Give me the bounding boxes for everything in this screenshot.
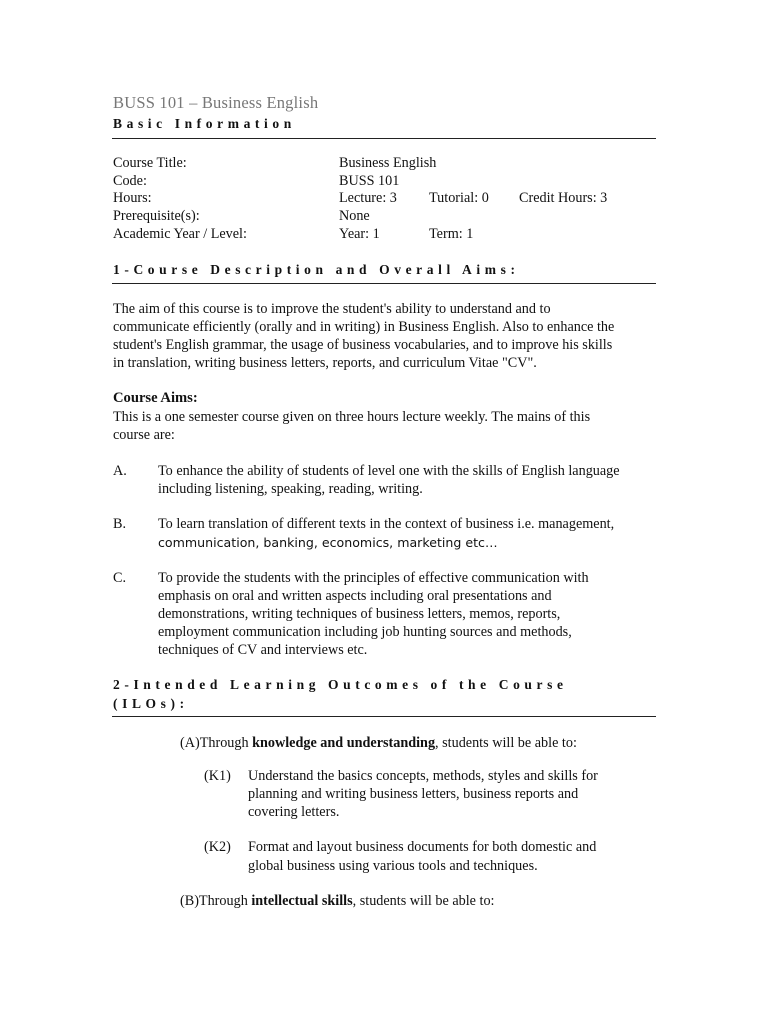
list-item-a-line: including listening, speaking, reading, writing.: [158, 481, 423, 497]
list-letter-a: A.: [113, 463, 127, 479]
document-title: BUSS 101 – Business English: [113, 93, 319, 112]
list-letter-c: C.: [113, 570, 127, 586]
credit-hours: Credit Hours: 3: [519, 190, 608, 206]
list-letter-b: B.: [113, 516, 127, 532]
outcome-group-a: [180, 734, 577, 752]
course-title-label: Course Title:: [113, 155, 187, 171]
list-item-c-line: To provide the students with the principles of effective communication with: [158, 570, 589, 586]
outcome-a-through: Through: [199, 735, 253, 751]
lecture-hours: Lecture: 3: [339, 190, 397, 206]
list-item-a-line: To enhance the ability of students of level one with the skills of English language: [158, 463, 620, 479]
code-value: BUSS 101: [339, 173, 400, 189]
divider: [112, 716, 656, 717]
list-item-c-line: employment communication including job hunting sources and methods,: [158, 624, 572, 640]
hours-label: Hours:: [113, 190, 152, 206]
section-heading-ilos-cont: (ILOs):: [113, 696, 189, 711]
prerequisite-label: Prerequisite(s):: [113, 208, 200, 224]
divider: [112, 283, 656, 284]
section-heading-course-description: 1-Course Description and Overall Aims:: [113, 262, 520, 277]
list-item-b-line: communication, banking, economics, marketing etc…: [158, 535, 498, 550]
list-item-c-line: demonstrations, writing techniques of business letters, memos, reports,: [158, 606, 561, 622]
k2-line: Format and layout business documents for both domestic and: [248, 839, 597, 855]
description-line: student's English grammar, the usage of business vocabularies, and to improve his skills: [113, 337, 613, 353]
outcome-b-prefix: (B): [180, 893, 199, 909]
prerequisite-value: None: [339, 208, 370, 224]
outcome-b-through: Through: [198, 893, 252, 909]
list-item-c-line: techniques of CV and interviews etc.: [158, 642, 368, 658]
k1-label: (K1): [204, 768, 231, 784]
k1-line: covering letters.: [248, 804, 340, 820]
course-aims-heading: Course Aims:: [113, 390, 198, 406]
k2-label: (K2): [204, 839, 231, 855]
outcome-group-b: [180, 892, 495, 910]
course-title-value: Business English: [339, 155, 437, 171]
code-label: Code:: [113, 173, 147, 189]
outcome-a-prefix: (A): [180, 735, 200, 751]
description-line: in translation, writing business letters, reports, and curriculum Vitae "CV".: [113, 355, 537, 371]
academic-year-label: Academic Year / Level:: [113, 226, 247, 242]
k1-line: planning and writing business letters, business reports and: [248, 786, 579, 802]
description-line: The aim of this course is to improve the student's ability to understand and to: [113, 301, 551, 317]
description-line: communicate efficiently (orally and in writing) in Business English. Also to enhance the: [113, 319, 615, 335]
tutorial-hours: Tutorial: 0: [429, 190, 489, 206]
outcome-b-bold: intellectual skills: [251, 893, 353, 909]
outcome-b-rest: , students will be able to:: [352, 893, 495, 909]
outcome-a-rest: , students will be able to:: [435, 735, 577, 751]
term-value: Term: 1: [429, 226, 474, 242]
outcome-a-bold: knowledge and understanding: [252, 735, 436, 751]
aims-intro-line: This is a one semester course given on three hours lecture weekly. The mains of this: [113, 409, 591, 425]
section-heading-ilos: 2-Intended Learning Outcomes of the Course: [113, 677, 568, 692]
k2-line: global business using various tools and techniques.: [248, 858, 538, 874]
section-heading-basic-information: Basic Information: [113, 116, 296, 131]
list-item-c-line: emphasis on oral and written aspects including oral presentations and: [158, 588, 552, 604]
list-item-b-line: To learn translation of different texts in the context of business i.e. management,: [158, 516, 615, 532]
aims-intro-line: course are:: [113, 427, 175, 443]
year-value: Year: 1: [339, 226, 380, 242]
k1-line: Understand the basics concepts, methods, styles and skills for: [248, 768, 598, 784]
divider: [112, 138, 656, 139]
